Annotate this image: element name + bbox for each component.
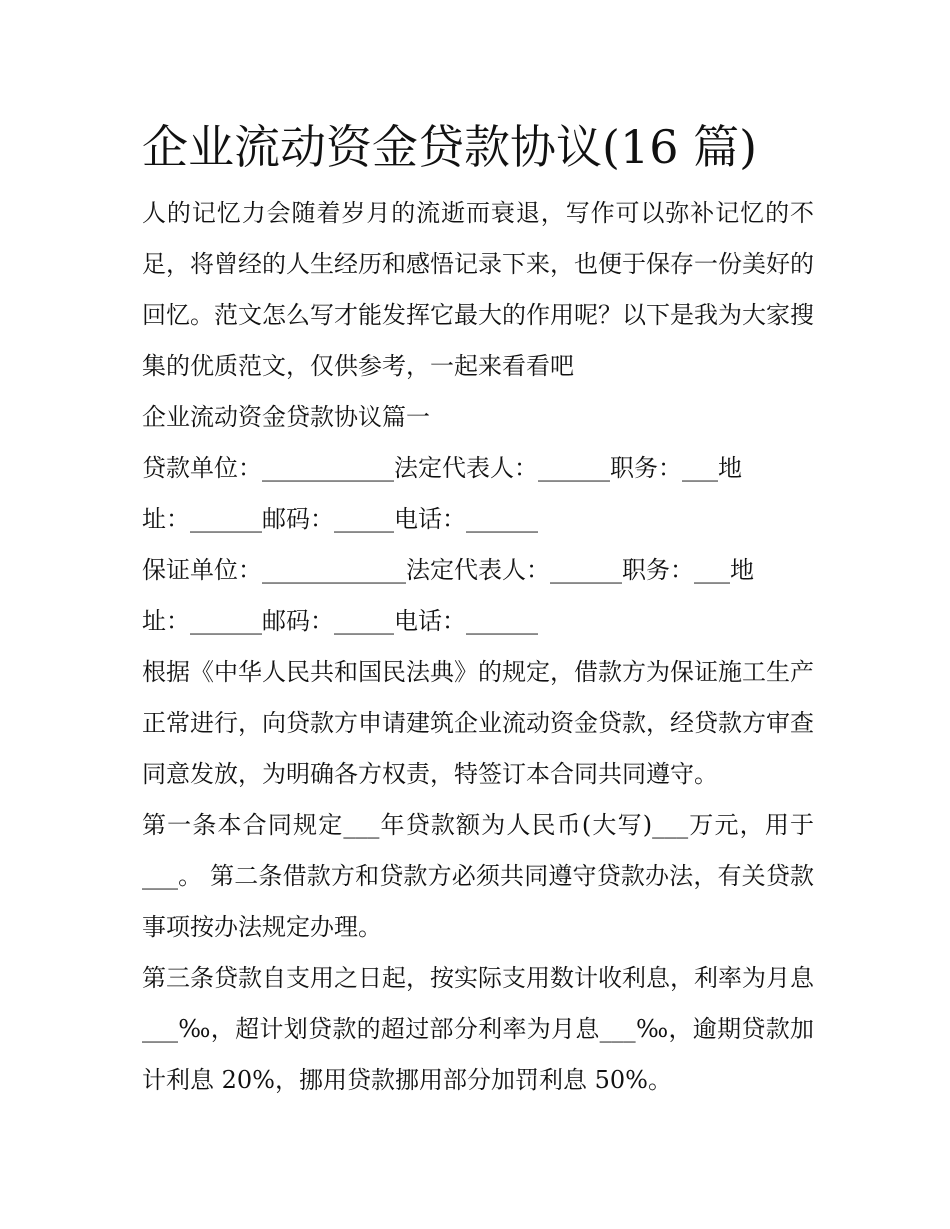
document-page xyxy=(142,112,814,1106)
lender-info-line-2: 址：______邮码：_____电话：______ xyxy=(142,505,538,533)
article-1-2-paragraph: 第一条本合同规定___年贷款额为人民币(大写)___万元，用于___。 第二条借款方和贷款方必须共同遵守贷款办法，有关贷款事项按办法规定办理。 xyxy=(142,811,814,941)
guarantor-info-line-2: 址：______邮码：_____电话：______ xyxy=(142,607,538,635)
lender-info-line-1: 贷款单位：___________法定代表人：______职务：___地 xyxy=(142,454,742,482)
document-title: 企业流动资金贷款协议(16 篇) xyxy=(142,120,758,174)
intro-paragraph: 人的记忆力会随着岁月的流逝而衰退，写作可以弥补记忆的不足，将曾经的人生经历和感悟记录下来，也便于保存一份美好的回忆。范文怎么写才能发挥它最大的作用呢？以下是我为大家搜集的优质范文，仅供参考，一起来看看吧 xyxy=(142,199,814,380)
section-heading: 企业流动资金贷款协议篇一 xyxy=(142,403,430,431)
basis-paragraph: 根据《中华人民共和国民法典》的规定，借款方为保证施工生产正常进行，向贷款方申请建筑企业流动资金贷款，经贷款方审查同意发放，为明确各方权责，特签订本合同共同遵守。 xyxy=(142,658,814,788)
article-3-paragraph: 第三条贷款自支用之日起，按实际支用数计收利息，利率为月息___‰，超计划贷款的超过部分利率为月息___‰，逾期贷款加计利息 20%，挪用贷款挪用部分加罚利息 50%。 xyxy=(142,964,814,1094)
guarantor-info-line-1: 保证单位：____________法定代表人：______职务：___地 xyxy=(142,556,754,584)
